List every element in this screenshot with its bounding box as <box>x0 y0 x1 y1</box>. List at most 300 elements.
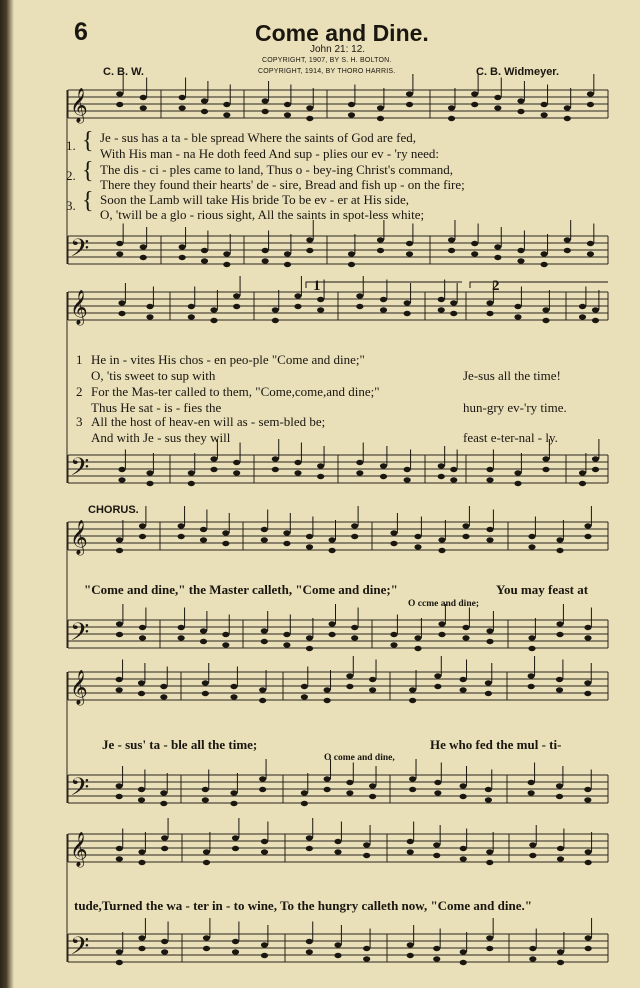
note-head <box>306 544 313 549</box>
note-head <box>450 300 457 305</box>
note-head <box>462 625 469 630</box>
note-head <box>232 846 239 851</box>
s2-line-5: All the host of heav-en will as - sem-bled be; <box>91 414 326 429</box>
note-head <box>433 946 440 951</box>
treble-clef-icon: 𝄞 <box>70 290 88 325</box>
note-head <box>529 946 536 951</box>
s2-line-3: For the Mas-ter called to them, "Come,come,and dine;" <box>91 384 380 399</box>
note-head <box>160 684 167 689</box>
note-head <box>356 304 363 309</box>
note-head <box>517 248 524 253</box>
chorus-line-2-right: He who fed the mul - ti- <box>430 737 562 752</box>
note-head <box>486 849 493 854</box>
note-head <box>179 95 186 100</box>
note-head <box>116 537 123 542</box>
note-head <box>406 251 413 256</box>
note-head <box>233 293 240 298</box>
note-head <box>584 625 591 630</box>
treble-clef-icon: 𝄞 <box>70 832 88 867</box>
chorus-alto-echo-2: O come and dine, <box>324 753 395 763</box>
verse-3-line-a: Soon the Lamb will take His bride To be ev - er at His side, <box>100 192 409 207</box>
note-head <box>348 102 355 107</box>
note-head <box>448 248 455 253</box>
hymn-title: Come and Dine. <box>255 20 429 46</box>
note-head <box>146 470 153 475</box>
note-head <box>369 687 376 692</box>
verse-brace-2: { <box>82 158 94 184</box>
verse-brace-1: { <box>82 128 94 154</box>
note-head <box>494 105 501 110</box>
note-head <box>579 470 586 475</box>
note-head <box>138 860 145 865</box>
note-head <box>179 244 186 249</box>
note-head <box>348 112 355 117</box>
note-head <box>450 467 457 472</box>
note-head <box>306 237 313 242</box>
note-head <box>306 846 313 851</box>
note-head <box>433 842 440 847</box>
bass-clef-icon: 𝄢 <box>70 453 90 488</box>
note-head <box>587 91 594 96</box>
chorus-line-3: tude,Turned the wa - ter in - to wine, To the hungry calleth now, "Come and dine." <box>74 898 532 913</box>
note-head <box>178 635 185 640</box>
note-head <box>284 251 291 256</box>
note-head <box>414 534 421 539</box>
note-head <box>161 939 168 944</box>
note-head <box>409 776 416 781</box>
note-head <box>542 467 549 472</box>
note-head <box>542 318 549 323</box>
note-head <box>116 846 123 851</box>
note-head <box>585 849 592 854</box>
note-head <box>223 251 230 256</box>
note-head <box>201 109 208 114</box>
note-head <box>210 307 217 312</box>
note-head <box>584 691 591 696</box>
bass-clef-icon: 𝄢 <box>70 773 90 808</box>
note-head <box>317 297 324 302</box>
lyricist: C. B. W. <box>103 66 144 78</box>
note-head <box>584 797 591 802</box>
note-head <box>118 311 125 316</box>
note-head <box>306 534 313 539</box>
note-head <box>301 684 308 689</box>
note-head <box>542 307 549 312</box>
note-head <box>223 102 230 107</box>
note-head <box>438 632 445 637</box>
note-head <box>363 946 370 951</box>
note-head <box>356 460 363 465</box>
note-head <box>116 91 123 96</box>
note-head <box>222 642 229 647</box>
note-head <box>317 463 324 468</box>
note-head <box>230 790 237 795</box>
note-head <box>306 646 313 651</box>
note-head <box>462 523 469 528</box>
note-head <box>462 635 469 640</box>
s2-line-4: Thus He sat - is - fies the <box>91 400 222 415</box>
note-head <box>528 635 535 640</box>
note-head <box>517 109 524 114</box>
note-head <box>471 91 478 96</box>
note-head <box>283 530 290 535</box>
s2-line-6: And with Je - sus they will <box>91 430 231 445</box>
first-ending-label: 1 <box>313 278 321 294</box>
note-head <box>317 307 324 312</box>
note-head <box>380 463 387 468</box>
note-head <box>471 241 478 246</box>
note-head <box>210 467 217 472</box>
note-head <box>414 635 421 640</box>
note-head <box>346 780 353 785</box>
note-head <box>485 787 492 792</box>
note-head <box>486 311 493 316</box>
s2-right-line-2: hun-gry ev-'ry time. <box>463 400 567 415</box>
note-head <box>585 860 592 865</box>
note-head <box>404 300 411 305</box>
note-head <box>294 293 301 298</box>
treble-clef-icon: 𝄞 <box>70 88 88 123</box>
note-head <box>557 949 564 954</box>
note-head <box>306 105 313 110</box>
verse-brace-3: { <box>82 188 94 214</box>
note-head <box>233 470 240 475</box>
note-head <box>261 527 268 532</box>
note-head <box>460 846 467 851</box>
note-head <box>494 244 501 249</box>
note-head <box>306 635 313 640</box>
note-head <box>390 642 397 647</box>
note-head <box>556 783 563 788</box>
note-head <box>541 251 548 256</box>
note-head <box>556 537 563 542</box>
note-head <box>438 548 445 553</box>
note-head <box>579 314 586 319</box>
note-head <box>140 255 147 260</box>
note-head <box>116 783 123 788</box>
note-head <box>517 258 524 263</box>
note-head <box>584 680 591 685</box>
note-head <box>146 314 153 319</box>
note-head <box>230 694 237 699</box>
note-head <box>434 673 441 678</box>
note-head <box>294 304 301 309</box>
note-head <box>324 776 331 781</box>
note-head <box>200 527 207 532</box>
note-head <box>261 639 268 644</box>
note-head <box>283 632 290 637</box>
note-head <box>486 639 493 644</box>
note-head <box>485 691 492 696</box>
note-head <box>460 677 467 682</box>
note-head <box>377 248 384 253</box>
note-head <box>529 853 536 858</box>
note-head <box>140 105 147 110</box>
note-head <box>140 244 147 249</box>
note-head <box>587 251 594 256</box>
note-head <box>486 946 493 951</box>
note-head <box>564 237 571 242</box>
note-head <box>414 646 421 651</box>
note-head <box>178 534 185 539</box>
note-head <box>283 541 290 546</box>
note-head <box>116 794 123 799</box>
note-head <box>116 687 123 692</box>
note-head <box>351 635 358 640</box>
note-head <box>346 790 353 795</box>
note-head <box>179 105 186 110</box>
note-head <box>390 530 397 535</box>
note-head <box>528 790 535 795</box>
scripture-reference: John 21: 12. <box>310 44 366 55</box>
note-head <box>363 853 370 858</box>
note-head <box>139 625 146 630</box>
note-head <box>409 698 416 703</box>
note-head <box>450 477 457 482</box>
verse-number-2: 2. <box>66 168 76 183</box>
note-head <box>233 460 240 465</box>
note-head <box>528 684 535 689</box>
note-head <box>460 960 467 965</box>
note-head <box>334 839 341 844</box>
note-head <box>486 527 493 532</box>
note-head <box>116 102 123 107</box>
note-head <box>592 467 599 472</box>
composer: C. B. Widmeyer. <box>476 66 560 78</box>
note-head <box>363 956 370 961</box>
note-head <box>139 635 146 640</box>
note-head <box>188 470 195 475</box>
note-head <box>222 530 229 535</box>
note-head <box>233 304 240 309</box>
note-head <box>541 102 548 107</box>
note-head <box>494 95 501 100</box>
verse-2-line-a: The dis - ci - ples came to land, Thus o - bey-ing Christ's command, <box>100 162 454 177</box>
note-head <box>301 790 308 795</box>
note-head <box>557 960 564 965</box>
verse-number-1: 1. <box>66 138 76 153</box>
note-head <box>284 112 291 117</box>
note-head <box>230 801 237 806</box>
note-head <box>486 300 493 305</box>
note-head <box>272 456 279 461</box>
note-head <box>585 946 592 951</box>
staff-1 <box>68 88 608 124</box>
staff-5 <box>68 520 608 556</box>
staff-7 <box>68 670 608 706</box>
note-head <box>460 794 467 799</box>
verse-2-line-b: There they found their hearts' de - sire, Bread and fish up - on the fire; <box>100 177 465 192</box>
note-head <box>138 680 145 685</box>
note-head <box>203 935 210 940</box>
note-head <box>556 687 563 692</box>
note-head <box>301 694 308 699</box>
note-head <box>438 474 445 479</box>
second-ending-bracket <box>470 282 608 288</box>
note-head <box>261 628 268 633</box>
note-head <box>369 794 376 799</box>
note-head <box>556 621 563 626</box>
note-head <box>414 544 421 549</box>
note-head <box>542 456 549 461</box>
note-head <box>377 116 384 121</box>
note-head <box>486 537 493 542</box>
note-head <box>592 456 599 461</box>
note-head <box>284 262 291 267</box>
note-head <box>222 541 229 546</box>
note-head <box>556 794 563 799</box>
note-head <box>262 258 269 263</box>
note-head <box>556 548 563 553</box>
note-head <box>486 467 493 472</box>
note-head <box>528 544 535 549</box>
chorus-alto-echo: O ccme and dine; <box>408 599 479 609</box>
note-head <box>306 949 313 954</box>
note-head <box>116 949 123 954</box>
note-head <box>557 846 564 851</box>
note-head <box>179 255 186 260</box>
note-head <box>232 835 239 840</box>
note-head <box>262 248 269 253</box>
note-head <box>409 787 416 792</box>
treble-clef-icon: 𝄞 <box>70 670 88 705</box>
note-head <box>201 98 208 103</box>
note-head <box>407 953 414 958</box>
note-head <box>200 537 207 542</box>
note-head <box>161 846 168 851</box>
note-head <box>188 314 195 319</box>
note-head <box>434 780 441 785</box>
note-head <box>348 262 355 267</box>
note-head <box>140 95 147 100</box>
note-head <box>486 628 493 633</box>
note-head <box>587 241 594 246</box>
note-head <box>283 642 290 647</box>
note-head <box>592 318 599 323</box>
note-head <box>409 687 416 692</box>
note-head <box>380 297 387 302</box>
note-head <box>486 860 493 865</box>
note-head <box>585 935 592 940</box>
note-head <box>116 856 123 861</box>
note-head <box>259 698 266 703</box>
note-head <box>460 949 467 954</box>
verse-1-line-a: Je - sus has a ta - ble spread Where the saints of God are fed, <box>100 130 416 145</box>
treble-clef-icon: 𝄞 <box>70 520 88 555</box>
note-head <box>262 98 269 103</box>
note-head <box>301 801 308 806</box>
staff-10 <box>68 932 608 967</box>
note-head <box>259 787 266 792</box>
page-edge-shadow <box>0 0 14 988</box>
note-head <box>406 102 413 107</box>
note-head <box>324 787 331 792</box>
note-head <box>306 939 313 944</box>
note-head <box>116 621 123 626</box>
note-head <box>202 787 209 792</box>
note-head <box>294 460 301 465</box>
note-head <box>118 477 125 482</box>
note-head <box>118 467 125 472</box>
note-head <box>564 248 571 253</box>
note-head <box>232 949 239 954</box>
note-head <box>116 251 123 256</box>
verse-number-3: 3. <box>66 198 76 213</box>
note-head <box>201 258 208 263</box>
note-head <box>434 684 441 689</box>
note-head <box>448 105 455 110</box>
note-head <box>377 237 384 242</box>
note-head <box>407 942 414 947</box>
note-head <box>139 523 146 528</box>
chorus-line-2: Je - sus' ta - ble all the time; <box>102 737 258 752</box>
s2-verse-num-3: 3 <box>76 414 83 429</box>
s2-verse-num-2: 2 <box>76 384 83 399</box>
note-head <box>160 801 167 806</box>
note-head <box>584 523 591 528</box>
note-head <box>306 248 313 253</box>
note-head <box>541 112 548 117</box>
note-head <box>380 474 387 479</box>
note-head <box>438 307 445 312</box>
hymn-number: 6 <box>74 18 88 46</box>
note-head <box>369 677 376 682</box>
s2-right-line-3: feast e-ter-nal - ly. <box>463 430 558 445</box>
note-head <box>407 839 414 844</box>
note-head <box>369 783 376 788</box>
note-head <box>272 307 279 312</box>
note-head <box>514 481 521 486</box>
note-head <box>494 255 501 260</box>
note-head <box>460 856 467 861</box>
note-head <box>259 776 266 781</box>
verse-3-line-b: O, 'twill be a glo - rious sight, All the saints in spot-less white; <box>100 207 425 222</box>
note-head <box>434 790 441 795</box>
note-head <box>433 956 440 961</box>
note-head <box>210 456 217 461</box>
note-head <box>528 780 535 785</box>
note-head <box>202 680 209 685</box>
note-head <box>438 463 445 468</box>
note-head <box>161 835 168 840</box>
note-head <box>329 537 336 542</box>
chorus-line-1-right: You may feast at <box>496 582 589 597</box>
note-head <box>529 956 536 961</box>
note-head <box>138 849 145 854</box>
note-head <box>579 304 586 309</box>
note-head <box>306 116 313 121</box>
note-head <box>317 474 324 479</box>
note-head <box>223 262 230 267</box>
note-head <box>138 946 145 951</box>
staff-2 <box>68 234 608 269</box>
note-head <box>346 684 353 689</box>
note-head <box>528 534 535 539</box>
chorus-line-1: "Come and dine," the Master calleth, "Come and dine;" <box>84 582 398 597</box>
note-head <box>202 691 209 696</box>
note-head <box>514 314 521 319</box>
note-head <box>404 477 411 482</box>
note-head <box>324 698 331 703</box>
note-head <box>329 632 336 637</box>
note-head <box>556 677 563 682</box>
note-head <box>329 548 336 553</box>
note-head <box>324 687 331 692</box>
copyright-line-2: COPYRIGHT, 1914, BY THORO HARRIS. <box>258 68 396 75</box>
note-head <box>118 300 125 305</box>
note-head <box>438 621 445 626</box>
note-head <box>146 304 153 309</box>
